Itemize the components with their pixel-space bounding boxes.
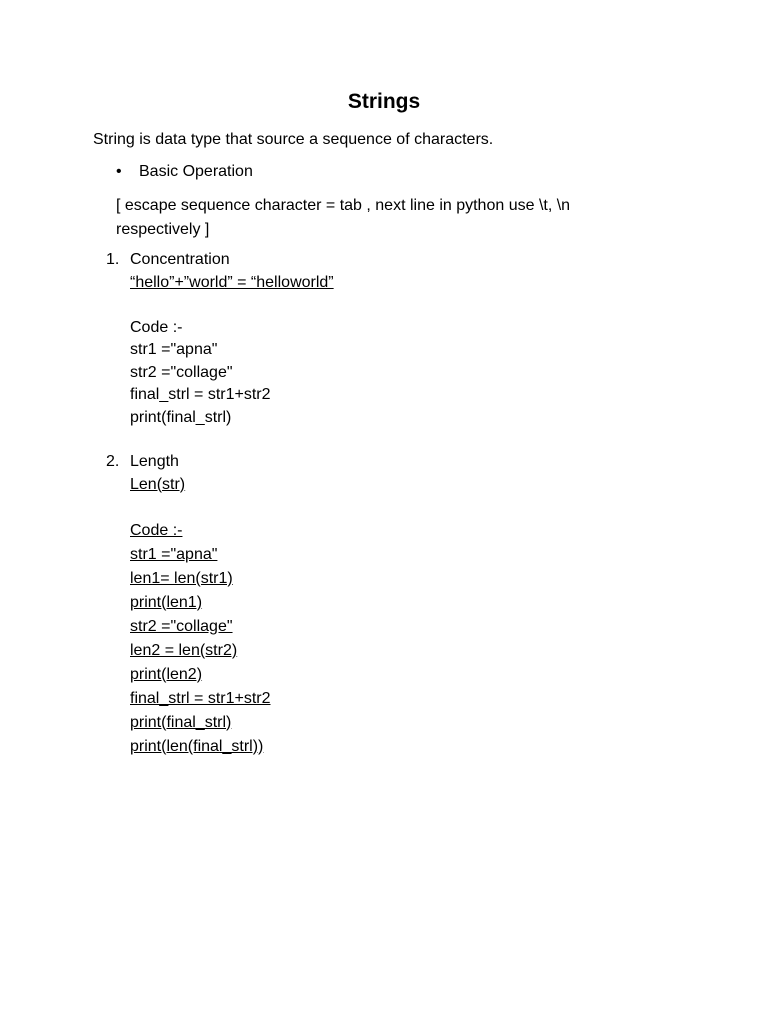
item-heading: Concentration [130, 251, 230, 268]
item-content [130, 249, 334, 429]
code-line: str2 ="collage" [130, 617, 233, 635]
code-line: print(len2) [130, 665, 203, 683]
page-title: Strings [347, 90, 421, 113]
code-line: print(len(final_strl)) [130, 737, 264, 755]
bullet-marker: • [116, 163, 122, 180]
item-example: “hello”+”world” = “helloworld” [130, 273, 334, 291]
list-number: 2. [106, 453, 120, 470]
code-line: len2 = len(str2) [130, 641, 238, 659]
code-label: Code :- [130, 318, 183, 336]
code-line: final_strl = str1+str2 [130, 386, 271, 403]
code-line: str2 ="collage" [130, 363, 233, 381]
blank-line [130, 496, 271, 519]
item-example: Len(str) [130, 475, 186, 493]
bullet-text: Basic Operation [139, 163, 253, 180]
intro-paragraph: String is data type that source a sequence of characters. [93, 131, 494, 148]
item-heading: Length [130, 453, 179, 470]
code-label: Code :- [130, 521, 183, 539]
code-line: print(final_strl) [130, 713, 232, 731]
code-line: len1= len(str1) [130, 569, 233, 587]
code-line: str1 ="apna" [130, 545, 218, 563]
code-line: print(final_strl) [130, 408, 232, 426]
code-line: final_strl = str1+str2 [130, 689, 271, 707]
blank-line [130, 294, 334, 317]
item-content [130, 451, 271, 759]
escape-note: [ escape sequence character = tab , next line in python use \t, \n respectively ] [116, 197, 571, 238]
list-number: 1. [106, 251, 120, 268]
code-line: print(len1) [130, 593, 203, 611]
code-line: str1 ="apna" [130, 341, 218, 358]
